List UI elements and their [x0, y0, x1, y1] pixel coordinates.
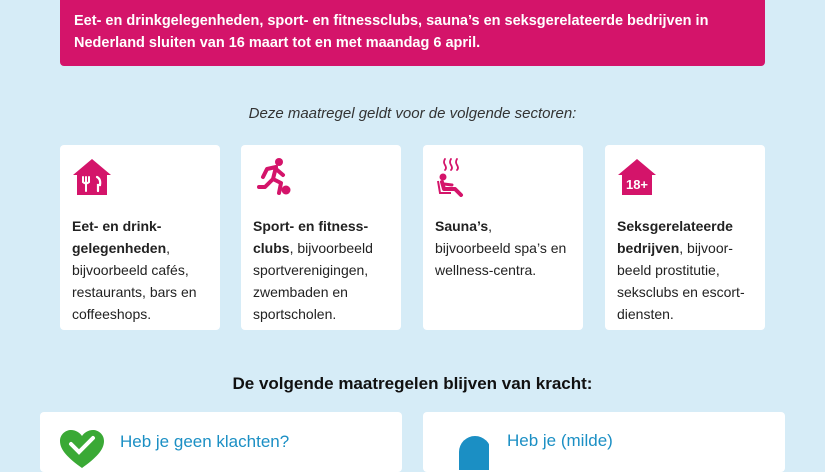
- sector-card-sauna: [423, 145, 583, 330]
- sector-card-adult: [605, 145, 765, 330]
- no-symptoms-label: Heb je geen klachten?: [120, 432, 290, 451]
- no-symptoms-card: [40, 412, 402, 472]
- checkmark-icon: [58, 430, 106, 470]
- sport-icon: [253, 157, 293, 197]
- measures-heading: De volgende maatregelen blijven van kracht:: [232, 374, 593, 393]
- sauna-icon: [435, 157, 475, 197]
- symptoms-label: Heb je (milde): [507, 431, 613, 450]
- svg-text:18+: 18+: [625, 177, 649, 192]
- closure-banner: [60, 0, 765, 66]
- person-icon: [441, 430, 489, 470]
- sector-card-sport: [241, 145, 401, 330]
- sector-text: Eet- en drink-gelegenheden, bijvoorbeeld cafés, restaurants, bars en coffeeshops.: [72, 218, 197, 322]
- adult-18-icon: [617, 157, 657, 197]
- restaurant-icon: [72, 157, 112, 197]
- sector-text: Sport- en fitness-clubs, bijvoorbeeld sportverenigingen, zwembaden en sportscholen.: [253, 218, 373, 322]
- sectors-subtitle: Deze maatregel geldt voor de volgende sectoren:: [248, 105, 577, 122]
- sector-card-restaurants: [60, 145, 220, 330]
- sector-text: Seksgerelateerde bedrijven, bijvoor-beeld prostitutie, seksclubs en escort-diensten.: [617, 218, 745, 322]
- banner-text: Eet- en drinkgelegenheden, sport- en fitnessclubs, sauna’s en seksgerelateerde bedrijven in Nederland sluiten van 16 maart tot en met maandag 6 april.: [74, 13, 709, 51]
- sector-text: Sauna’s, bijvoorbeeld spa’s en wellness-centra.: [435, 218, 567, 278]
- symptoms-card: [423, 412, 785, 472]
